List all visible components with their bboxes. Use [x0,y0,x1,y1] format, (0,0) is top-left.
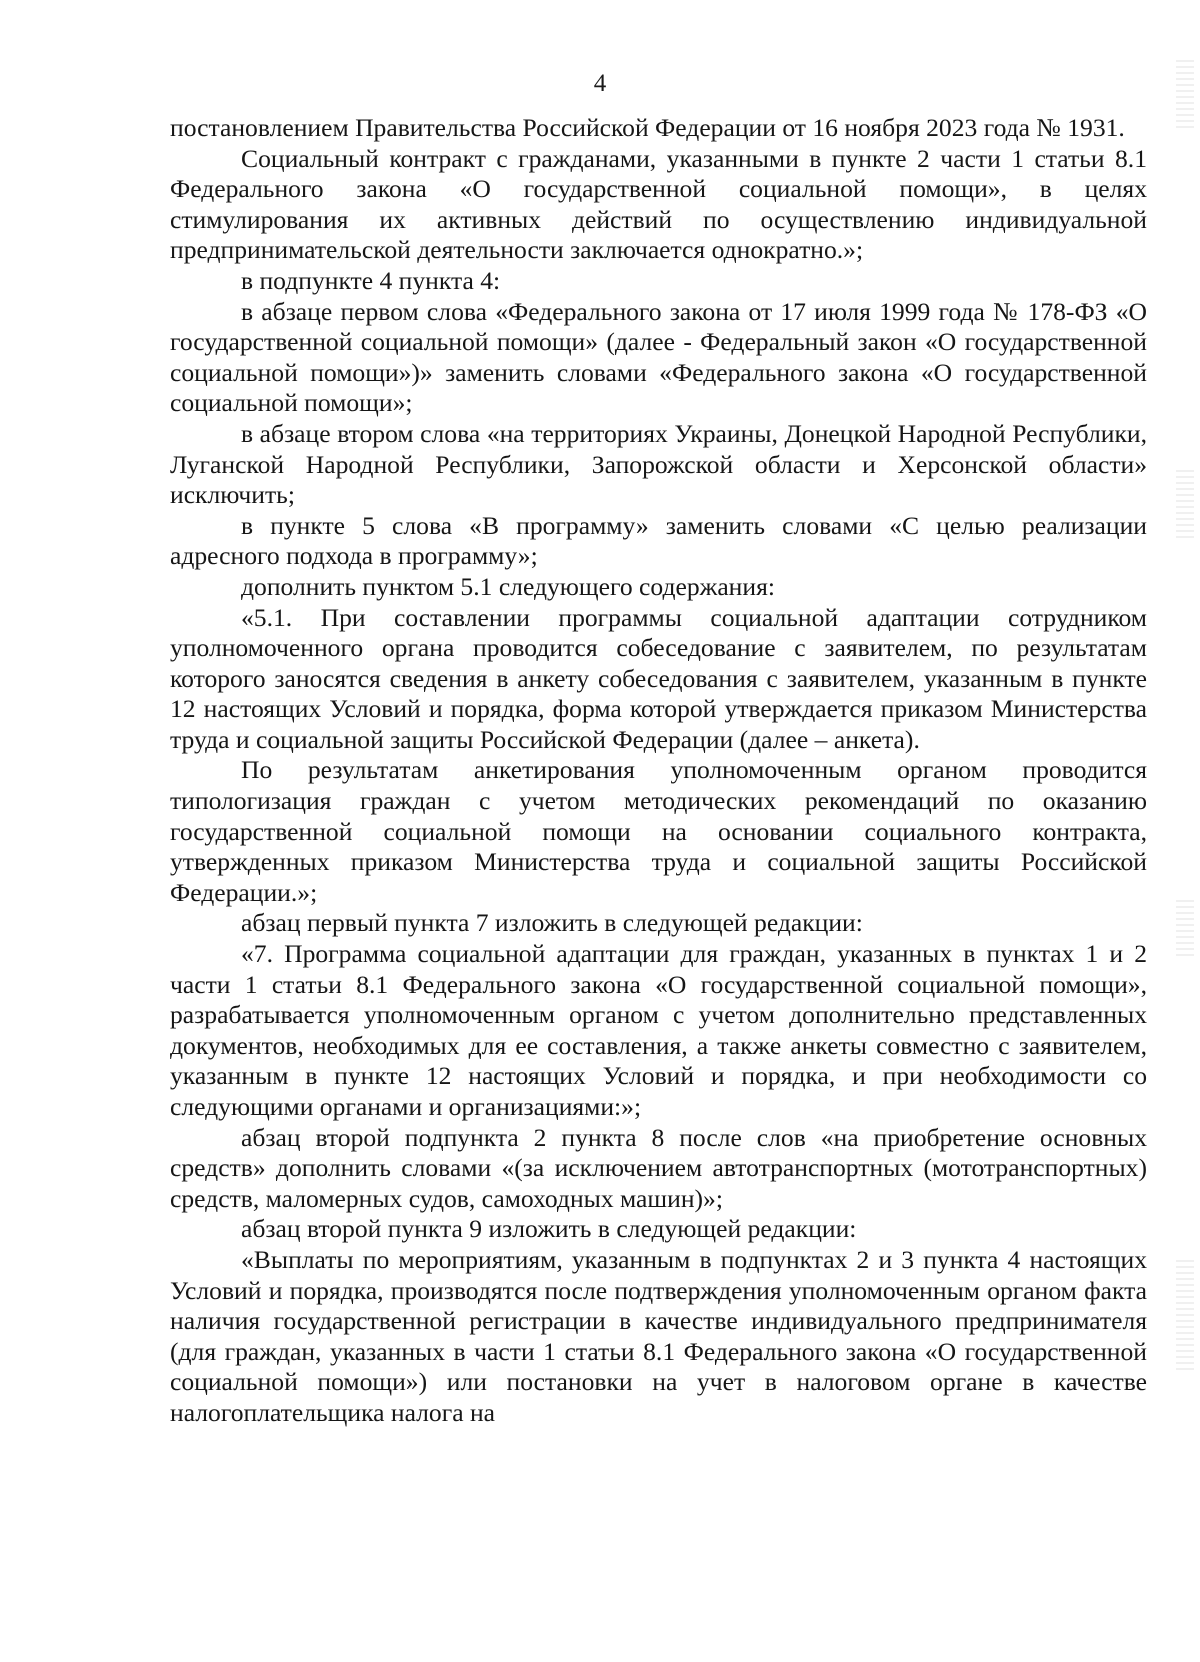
paragraph: «5.1. При составлении программы социальной адаптации сотрудником уполномоченного органа проводится собеседование с заявителем, по результатам которого заносятся сведения в анкету собеседования с заявителем, указанным в пункте 12 настоящих Условий и порядка, форма которой утверждается приказом Министерства труда и социальной защиты Российской Федерации (далее – анкета). [170,602,1147,754]
scan-edge-noise [1176,900,1194,960]
document-body [170,113,1147,1429]
scan-edge-noise [1176,470,1194,540]
paragraph: в пункте 5 слова «В программу» заменить словами «С целью реализации адресного подхода в программу»; [170,510,1147,571]
paragraph: «7. Программа социальной адаптации для граждан, указанных в пунктах 1 и 2 части 1 статьи 8.1 Федерального закона «О государственной социальной помощи», разрабатывается уполномоченным органом с учетом дополнительно представленных документов, необходимых для ее составления, а также анкеты совместно с заявителем, указанным в пункте 12 настоящих Условий и порядка, и при необходимости со следующими органами и организациями:»; [170,939,1147,1121]
page-number: 4 [593,70,607,97]
paragraph: «Выплаты по мероприятиям, указанным в подпунктах 2 и 3 пункта 4 настоящих Условий и порядка, производятся после подтверждения уполномоченным органом факта наличия государственной регистрации в качестве индивидуального предпринимателя (для граждан, указанных в части 1 статьи 8.1 Федерального закона «О государственной социальной помощи») или постановки на учет в налоговом органе в качестве налогоплательщика налога на [170,1244,1147,1427]
paragraph: абзац второй пункта 9 изложить в следующей редакции: [241,1214,857,1244]
paragraph: в подпункте 4 пункта 4: [241,265,501,295]
scan-edge-noise [1176,1260,1194,1370]
paragraph: постановлением Правительства Российской Федерации от 16 ноября 2023 года № 1931. [170,113,1125,142]
paragraph: Социальный контракт с гражданами, указанными в пункте 2 части 1 статьи 8.1 Федерального закона «О государственной социальной помощи», в целях стимулирования их активных действий по осуществлению индивидуальной предпринимательской деятельности заключается однократно.»; [170,143,1147,265]
paragraph: абзац первый пункта 7 изложить в следующей редакции: [241,908,863,938]
paragraph: абзац второй подпункта 2 пункта 8 после слов «на приобретение основных средств» дополнить словами «(за исключением автотранспортных (мототранспортных) средств, маломерных судов, самоходных машин)»; [170,1122,1147,1213]
paragraph: По результатам анкетирования уполномоченным органом проводится типологизация граждан с учетом методических рекомендаций по оказанию государственной социальной помощи на основании социального контракта, утвержденных приказом Министерства труда и социальной защиты Российской Федерации.»; [170,755,1147,907]
paragraph: в абзаце втором слова «на территориях Украины, Донецкой Народной Республики, Луганской Народной Республики, Запорожской области и Херсонской области» исключить; [170,418,1147,510]
paragraph: дополнить пунктом 5.1 следующего содержания: [241,571,775,601]
paragraph: в абзаце первом слова «Федерального закона от 17 июля 1999 года № 178-ФЗ «О государственной социальной помощи» (далее - Федеральный закон «О государственной социальной помощи»)» заменить словами «Федерального закона «О государственной социальной помощи»; [170,296,1147,418]
